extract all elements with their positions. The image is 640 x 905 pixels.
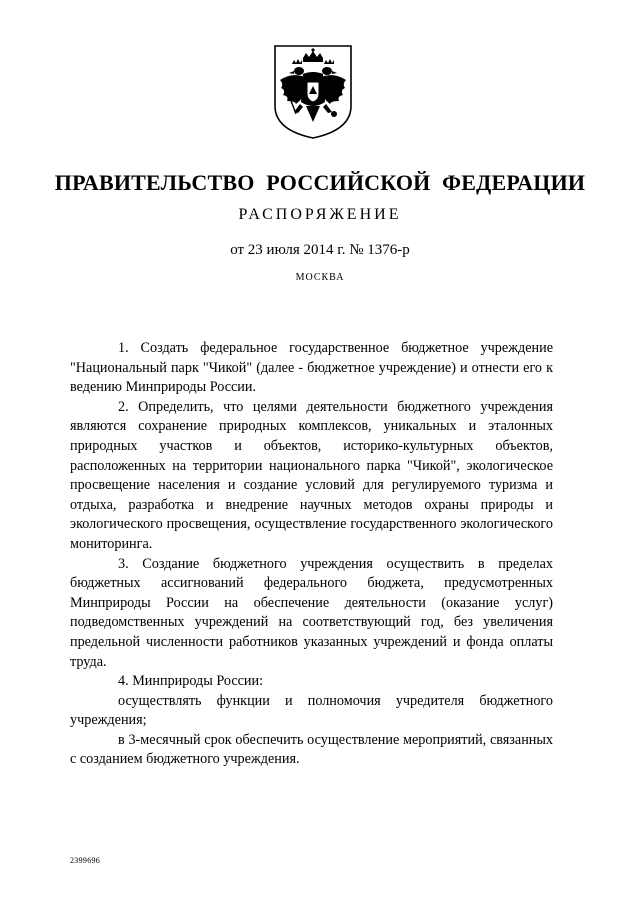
paragraph-3: 3. Создание бюджетного учреждения осуществить в пределах бюджетных ассигнований федерального бюджета, предусмотренных Минприроды России на обеспечение деятельности (оказание услуг) подведомственных учреждений на соответствующий год, без увеличения предельной численности работников указанных учреждений и фонда оплаты труда. xyxy=(70,555,553,670)
paragraph-4-item-2: в 3-месячный срок обеспечить осуществление мероприятий, связанных с созданием бюджетного учреждения. xyxy=(70,731,553,768)
paragraph-4-item-1: осуществлять функции и полномочия учредителя бюджетного учреждения; xyxy=(70,692,553,729)
document-city: МОСКВА xyxy=(295,272,345,283)
government-title: ПРАВИТЕЛЬСТВО РОССИЙСКОЙ ФЕДЕРАЦИИ xyxy=(54,170,586,195)
document-code: 2399696 xyxy=(70,856,101,865)
document-type: РАСПОРЯЖЕНИЕ xyxy=(238,206,402,223)
document-body xyxy=(70,339,553,770)
paragraph-2: 2. Определить, что целями деятельности бюджетного учреждения являются сохранение природных комплексов, уникальных и эталонных природных участков и объектов, историко-культурных объектов, расположенных на территории национального парка "Чикой", экологическое просвещение населения и создание условий для регулируемого туризма и отдыха, разработка и внедрение научных методов охраны природы и экологического просвещения, осуществление государственного экологического мониторинга. xyxy=(70,398,553,552)
document-date-number: от 23 июля 2014 г. № 1376-р xyxy=(230,242,410,258)
russian-coat-of-arms-icon xyxy=(272,44,354,140)
paragraph-1: 1. Создать федеральное государственное бюджетное учреждение "Национальный парк "Чикой" (далее - бюджетное учреждение) и отнести его к ведению Минприроды России. xyxy=(70,340,553,396)
paragraph-4: 4. Минприроды России: xyxy=(118,673,264,690)
